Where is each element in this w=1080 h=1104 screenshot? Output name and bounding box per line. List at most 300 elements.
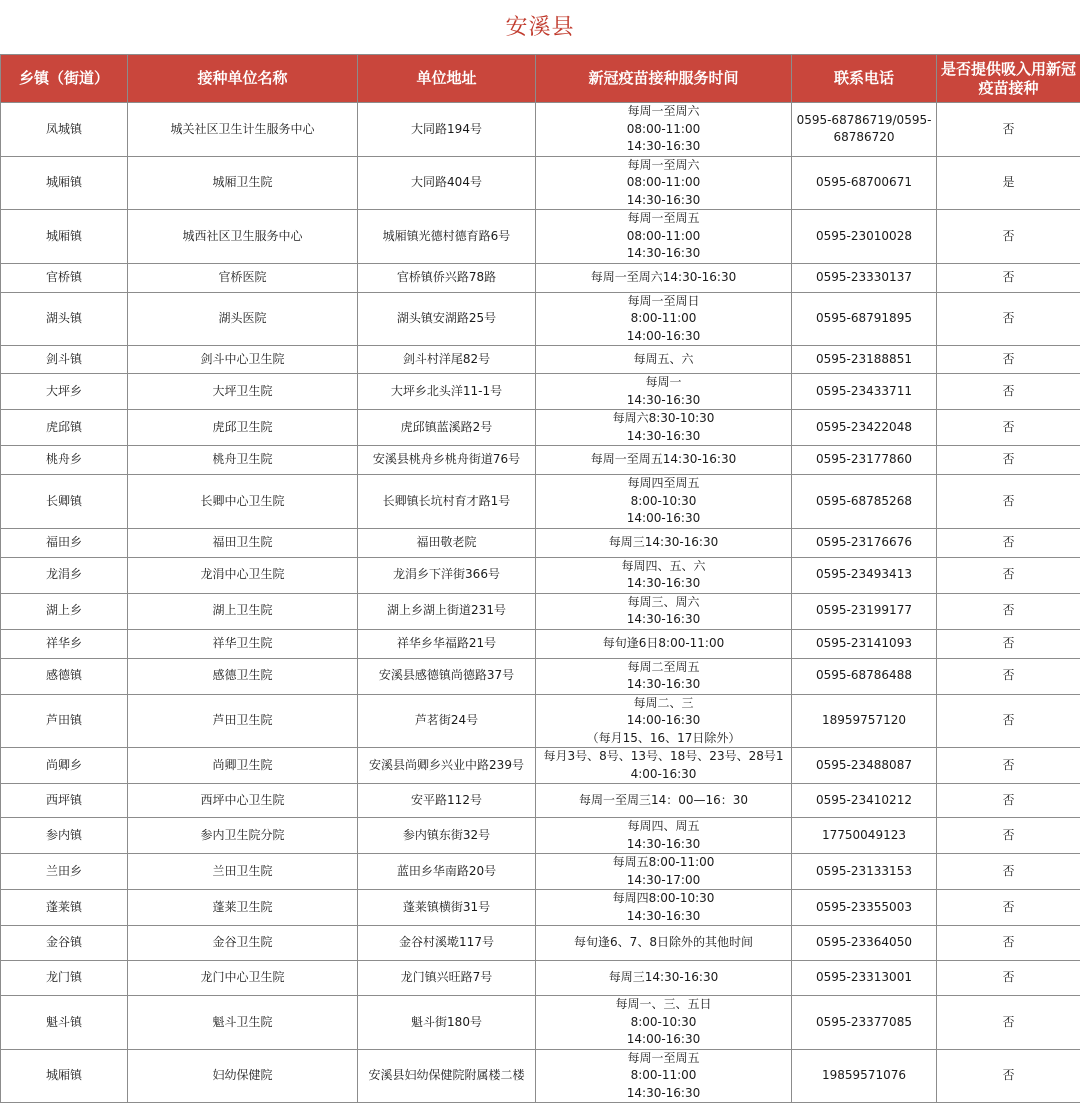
- cell-text: 0595-23364050: [816, 935, 912, 950]
- cell-text: 安溪县桃舟乡桃舟街道76号: [372, 452, 521, 467]
- cell-text: 每旬逢6日8:00-11:00: [602, 635, 725, 650]
- address-cell: [358, 528, 536, 557]
- cell-text: 否: [1002, 311, 1015, 325]
- township-cell: [1, 156, 128, 210]
- column-header-township: 乡镇（街道）: [1, 55, 128, 103]
- address-cell: [358, 890, 536, 926]
- inhaled-vaccine-cell: [937, 210, 1080, 264]
- cell-text: 0595-23313001: [816, 970, 912, 985]
- cell-text: 尚卿卫生院: [212, 757, 273, 772]
- cell-text: 湖头医院: [218, 311, 267, 325]
- service-time-cell: [536, 292, 792, 346]
- cell-text: 每周四、周五 14:30-16:30: [626, 819, 701, 851]
- address-cell: [358, 996, 536, 1050]
- address-cell: [358, 210, 536, 264]
- township-cell: [1, 890, 128, 926]
- column-header-phone: 联系电话: [792, 55, 937, 103]
- phone-cell: [792, 748, 937, 784]
- cell-text: 否: [1002, 1068, 1015, 1082]
- inhaled-vaccine-cell: [937, 961, 1080, 996]
- cell-text: 湖头镇: [45, 311, 82, 325]
- cell-text: 安溪县尚卿乡兴业中路239号: [369, 757, 524, 772]
- phone-cell: [792, 528, 937, 557]
- cell-text: 官桥镇: [45, 269, 82, 284]
- service-time-cell: [536, 926, 792, 961]
- cell-text: 每周四8:00-10:30 14:30-16:30: [612, 891, 715, 923]
- cell-text: 每周二至周五 14:30-16:30: [626, 659, 701, 691]
- inhaled-vaccine-cell: [937, 475, 1080, 529]
- cell-text: 否: [1002, 713, 1015, 727]
- cell-text: 否: [1002, 419, 1015, 434]
- township-cell: [1, 557, 128, 593]
- table-row: [1, 210, 1080, 264]
- inhaled-vaccine-cell: [937, 854, 1080, 890]
- unit-name-cell: [128, 103, 358, 157]
- cell-text: 0595-23433711: [816, 383, 912, 398]
- cell-text: 18959757120: [822, 713, 906, 727]
- table-row: [1, 374, 1080, 410]
- address-cell: [358, 694, 536, 748]
- phone-cell: [792, 593, 937, 629]
- cell-text: 金谷卫生院: [212, 935, 273, 950]
- inhaled-vaccine-cell: [937, 446, 1080, 475]
- service-time-cell: [536, 374, 792, 410]
- cell-text: 大坪乡: [45, 383, 82, 398]
- service-time-cell: [536, 748, 792, 784]
- cell-text: 0595-23422048: [816, 419, 912, 434]
- table-row: [1, 292, 1080, 346]
- cell-text: 0595-23177860: [816, 452, 912, 467]
- service-time-cell: [536, 1049, 792, 1103]
- table-row: [1, 593, 1080, 629]
- cell-text: 芦田镇: [45, 713, 82, 727]
- address-cell: [358, 629, 536, 658]
- cell-text: 城厢镇: [45, 175, 82, 189]
- inhaled-vaccine-cell: [937, 629, 1080, 658]
- service-time-cell: [536, 410, 792, 446]
- cell-text: 17750049123: [822, 827, 906, 842]
- cell-text: 大同路404号: [411, 175, 482, 189]
- cell-text: 每周一至周五 08:00-11:00 14:30-16:30: [626, 211, 701, 260]
- inhaled-vaccine-cell: [937, 996, 1080, 1050]
- cell-text: 桃舟卫生院: [212, 452, 273, 467]
- cell-text: 每周四至周五 8:00-10:30 14:00-16:30: [626, 476, 701, 525]
- unit-name-cell: [128, 210, 358, 264]
- cell-text: 兰田卫生院: [212, 863, 273, 878]
- cell-text: 0595-68785268: [816, 493, 912, 508]
- cell-text: 祥华乡华福路21号: [396, 635, 497, 650]
- cell-text: 凤城镇: [45, 121, 82, 136]
- township-cell: [1, 658, 128, 694]
- cell-text: 0595-23488087: [816, 757, 912, 772]
- unit-name-cell: [128, 1049, 358, 1103]
- address-cell: [358, 748, 536, 784]
- cell-text: 否: [1002, 383, 1015, 398]
- table-row: [1, 996, 1080, 1050]
- inhaled-vaccine-cell: [937, 658, 1080, 694]
- inhaled-vaccine-cell: [937, 292, 1080, 346]
- cell-text: 妇幼保健院: [212, 1068, 273, 1082]
- phone-cell: [792, 926, 937, 961]
- cell-text: 每周一至周日 8:00-11:00 14:00-16:30: [626, 293, 701, 343]
- township-cell: [1, 854, 128, 890]
- phone-cell: [792, 292, 937, 346]
- township-cell: [1, 748, 128, 784]
- service-time-cell: [536, 593, 792, 629]
- column-header-inhaled-vaccine: 是否提供吸入用新冠疫苗接种: [937, 55, 1080, 103]
- phone-cell: [792, 410, 937, 446]
- cell-text: 金谷镇: [45, 935, 82, 950]
- phone-cell: [792, 263, 937, 292]
- column-header-service-time: 新冠疫苗接种服务时间: [536, 55, 792, 103]
- unit-name-cell: [128, 446, 358, 475]
- phone-cell: [792, 996, 937, 1050]
- service-time-cell: [536, 890, 792, 926]
- unit-name-cell: [128, 374, 358, 410]
- cell-text: 0595-68786719/0595-68786720: [796, 112, 932, 145]
- cell-text: 否: [1002, 121, 1015, 136]
- phone-cell: [792, 346, 937, 374]
- cell-text: 0595-23410212: [816, 792, 912, 807]
- township-cell: [1, 694, 128, 748]
- phone-cell: [792, 694, 937, 748]
- service-time-cell: [536, 557, 792, 593]
- address-cell: [358, 446, 536, 475]
- inhaled-vaccine-cell: [937, 784, 1080, 818]
- inhaled-vaccine-cell: [937, 374, 1080, 410]
- table-row: [1, 557, 1080, 593]
- unit-name-cell: [128, 890, 358, 926]
- cell-text: 桃舟乡: [45, 452, 82, 467]
- address-cell: [358, 475, 536, 529]
- address-cell: [358, 374, 536, 410]
- cell-text: 湖头镇安湖路25号: [396, 311, 497, 325]
- cell-text: 每周一 14:30-16:30: [626, 375, 701, 407]
- unit-name-cell: [128, 961, 358, 996]
- unit-name-cell: [128, 410, 358, 446]
- cell-text: 城关社区卫生计生服务中心: [170, 121, 315, 136]
- township-cell: [1, 446, 128, 475]
- table-row: [1, 475, 1080, 529]
- cell-text: 剑斗中心卫生院: [200, 351, 285, 366]
- cell-text: 每周五8:00-11:00 14:30-17:00: [612, 855, 715, 887]
- unit-name-cell: [128, 629, 358, 658]
- cell-text: 0595-23377085: [816, 1014, 912, 1029]
- cell-text: 蓬莱镇横街31号: [402, 899, 491, 914]
- inhaled-vaccine-cell: [937, 1049, 1080, 1103]
- address-cell: [358, 346, 536, 374]
- cell-text: 金谷村溪墘117号: [399, 935, 494, 950]
- cell-text: 虎邱卫生院: [212, 419, 273, 434]
- cell-text: 城厢镇: [45, 1068, 82, 1082]
- cell-text: 城厢镇光德村德育路6号: [382, 228, 511, 243]
- cell-text: 0595-23141093: [816, 635, 912, 650]
- column-header-unit-name: 接种单位名称: [128, 55, 358, 103]
- table-row: [1, 263, 1080, 292]
- cell-text: 龙门镇: [45, 970, 82, 985]
- header-row: [1, 55, 1080, 103]
- cell-text: 0595-23493413: [816, 567, 912, 582]
- phone-cell: [792, 784, 937, 818]
- cell-text: 安平路112号: [411, 792, 482, 807]
- cell-text: 官桥镇侨兴路78路: [396, 269, 497, 284]
- cell-text: 魁斗卫生院: [212, 1014, 273, 1029]
- service-time-cell: [536, 446, 792, 475]
- cell-text: 每周五、六: [633, 351, 694, 366]
- address-cell: [358, 854, 536, 890]
- service-time-cell: [536, 694, 792, 748]
- address-cell: [358, 784, 536, 818]
- cell-text: 每周一至周六14:30-16:30: [590, 269, 737, 284]
- cell-text: 感德卫生院: [212, 668, 273, 683]
- township-cell: [1, 926, 128, 961]
- service-time-cell: [536, 996, 792, 1050]
- table-row: [1, 446, 1080, 475]
- unit-name-cell: [128, 156, 358, 210]
- table-row: [1, 346, 1080, 374]
- unit-name-cell: [128, 818, 358, 854]
- unit-name-cell: [128, 658, 358, 694]
- address-cell: [358, 593, 536, 629]
- cell-text: 芦茗街24号: [414, 713, 479, 727]
- township-cell: [1, 629, 128, 658]
- cell-text: 否: [1002, 452, 1015, 467]
- cell-text: 每周三14:30-16:30: [608, 970, 719, 985]
- cell-text: 感德镇: [45, 668, 82, 683]
- unit-name-cell: [128, 475, 358, 529]
- cell-text: 每旬逢6、7、8日除外的其他时间: [574, 935, 753, 950]
- vaccination-sites-table: [0, 54, 1080, 1103]
- column-header-address: 单位地址: [358, 55, 536, 103]
- cell-text: 19859571076: [822, 1068, 906, 1082]
- cell-text: 是: [1002, 175, 1015, 189]
- phone-cell: [792, 658, 937, 694]
- cell-text: 每周三14:30-16:30: [608, 534, 719, 549]
- address-cell: [358, 1049, 536, 1103]
- cell-text: 0595-23330137: [816, 269, 912, 284]
- cell-text: 否: [1002, 792, 1015, 807]
- cell-text: 长卿镇: [45, 493, 82, 508]
- inhaled-vaccine-cell: [937, 263, 1080, 292]
- cell-text: 每周一、三、五日 8:00-10:30 14:00-16:30: [615, 997, 712, 1046]
- cell-text: 安溪县妇幼保健院附属楼二楼: [368, 1068, 525, 1082]
- phone-cell: [792, 854, 937, 890]
- cell-text: 蓬莱卫生院: [212, 899, 273, 914]
- township-cell: [1, 818, 128, 854]
- cell-text: 芦田卫生院: [212, 713, 273, 727]
- service-time-cell: [536, 156, 792, 210]
- table-row: [1, 818, 1080, 854]
- table-row: [1, 410, 1080, 446]
- township-cell: [1, 210, 128, 264]
- cell-text: 长卿中心卫生院: [200, 493, 285, 508]
- unit-name-cell: [128, 748, 358, 784]
- cell-text: 否: [1002, 827, 1015, 842]
- cell-text: 否: [1002, 493, 1015, 508]
- unit-name-cell: [128, 996, 358, 1050]
- cell-text: 否: [1002, 228, 1015, 243]
- cell-text: 否: [1002, 603, 1015, 618]
- inhaled-vaccine-cell: [937, 694, 1080, 748]
- table-row: [1, 784, 1080, 818]
- inhaled-vaccine-cell: [937, 926, 1080, 961]
- address-cell: [358, 292, 536, 346]
- table-row: [1, 926, 1080, 961]
- cell-text: 否: [1002, 757, 1015, 772]
- cell-text: 每周一至周五14:30-16:30: [590, 452, 737, 467]
- cell-text: 龙涓乡下洋街366号: [393, 567, 500, 582]
- cell-text: 蓬莱镇: [45, 899, 82, 914]
- inhaled-vaccine-cell: [937, 557, 1080, 593]
- township-cell: [1, 410, 128, 446]
- cell-text: 尚卿乡: [45, 757, 82, 772]
- cell-text: 龙门镇兴旺路7号: [400, 970, 493, 985]
- inhaled-vaccine-cell: [937, 156, 1080, 210]
- cell-text: 剑斗村洋尾82号: [402, 351, 491, 366]
- township-cell: [1, 961, 128, 996]
- inhaled-vaccine-cell: [937, 593, 1080, 629]
- inhaled-vaccine-cell: [937, 818, 1080, 854]
- address-cell: [358, 103, 536, 157]
- table-row: [1, 748, 1080, 784]
- cell-text: 每周一至周六 08:00-11:00 14:30-16:30: [626, 104, 701, 153]
- cell-text: 每周一至周五 8:00-11:00 14:30-16:30: [626, 1050, 701, 1100]
- inhaled-vaccine-cell: [937, 410, 1080, 446]
- cell-text: 西坪中心卫生院: [200, 792, 285, 807]
- cell-text: 福田卫生院: [212, 534, 273, 549]
- inhaled-vaccine-cell: [937, 748, 1080, 784]
- service-time-cell: [536, 818, 792, 854]
- cell-text: 每周四、五、六 14:30-16:30: [621, 558, 706, 590]
- cell-text: 城厢卫生院: [212, 175, 273, 189]
- township-cell: [1, 996, 128, 1050]
- township-cell: [1, 292, 128, 346]
- cell-text: 否: [1002, 863, 1015, 878]
- phone-cell: [792, 557, 937, 593]
- cell-text: 剑斗镇: [45, 351, 82, 366]
- unit-name-cell: [128, 557, 358, 593]
- service-time-cell: [536, 346, 792, 374]
- phone-cell: [792, 446, 937, 475]
- township-cell: [1, 263, 128, 292]
- cell-text: 城厢镇: [45, 228, 82, 243]
- service-time-cell: [536, 103, 792, 157]
- address-cell: [358, 926, 536, 961]
- cell-text: 魁斗街180号: [411, 1014, 482, 1029]
- phone-cell: [792, 374, 937, 410]
- table-row: [1, 694, 1080, 748]
- address-cell: [358, 263, 536, 292]
- cell-text: 官桥医院: [218, 269, 267, 284]
- table-row: [1, 961, 1080, 996]
- table-row: [1, 854, 1080, 890]
- phone-cell: [792, 103, 937, 157]
- address-cell: [358, 818, 536, 854]
- table-row: [1, 890, 1080, 926]
- cell-text: 龙门中心卫生院: [200, 970, 285, 985]
- cell-text: 0595-68700671: [816, 175, 912, 189]
- cell-text: 安溪县感德镇尚德路37号: [378, 668, 515, 683]
- cell-text: 福田敬老院: [416, 534, 477, 549]
- cell-text: 湖上乡湖上街道231号: [387, 603, 506, 618]
- cell-text: 0595-23355003: [816, 899, 912, 914]
- cell-text: 参内卫生院分院: [200, 827, 285, 842]
- service-time-cell: [536, 263, 792, 292]
- cell-text: 否: [1002, 567, 1015, 582]
- cell-text: 大坪乡北头洋11-1号: [390, 383, 503, 398]
- cell-text: 每周六8:30-10:30 14:30-16:30: [612, 411, 715, 443]
- cell-text: 魁斗镇: [45, 1014, 82, 1029]
- unit-name-cell: [128, 854, 358, 890]
- unit-name-cell: [128, 263, 358, 292]
- cell-text: 西坪镇: [45, 792, 82, 807]
- table-row: [1, 103, 1080, 157]
- page-title: 安溪县: [505, 15, 575, 40]
- cell-text: 湖上乡: [45, 603, 82, 618]
- cell-text: 祥华乡: [45, 635, 82, 650]
- address-cell: [358, 557, 536, 593]
- township-cell: [1, 103, 128, 157]
- cell-text: 否: [1002, 351, 1015, 366]
- cell-text: 每周三、周六 14:30-16:30: [626, 594, 701, 626]
- cell-text: 湖上卫生院: [212, 603, 273, 618]
- cell-text: 否: [1002, 635, 1015, 650]
- cell-text: 每周一至周三14：00—16：30: [578, 792, 749, 807]
- table-row: [1, 156, 1080, 210]
- cell-text: 0595-23188851: [816, 351, 912, 366]
- inhaled-vaccine-cell: [937, 890, 1080, 926]
- cell-text: 参内镇东街32号: [402, 827, 491, 842]
- table-row: [1, 528, 1080, 557]
- service-time-cell: [536, 784, 792, 818]
- table-row: [1, 658, 1080, 694]
- cell-text: 每月3号、8号、13号、18号、23号、28号14:00-16:30: [543, 749, 784, 781]
- unit-name-cell: [128, 346, 358, 374]
- cell-text: 福田乡: [45, 534, 82, 549]
- cell-text: 每周二、三 14:00-16:30 （每月15、16、17日除外）: [586, 695, 741, 745]
- unit-name-cell: [128, 784, 358, 818]
- township-cell: [1, 1049, 128, 1103]
- cell-text: 虎邱镇蓝溪路2号: [400, 419, 493, 434]
- phone-cell: [792, 156, 937, 210]
- unit-name-cell: [128, 593, 358, 629]
- inhaled-vaccine-cell: [937, 346, 1080, 374]
- address-cell: [358, 410, 536, 446]
- township-cell: [1, 475, 128, 529]
- unit-name-cell: [128, 292, 358, 346]
- phone-cell: [792, 818, 937, 854]
- service-time-cell: [536, 854, 792, 890]
- phone-cell: [792, 961, 937, 996]
- cell-text: 蓝田乡华南路20号: [396, 863, 497, 878]
- cell-text: 否: [1002, 899, 1015, 914]
- township-cell: [1, 374, 128, 410]
- cell-text: 0595-68791895: [816, 311, 912, 325]
- cell-text: 否: [1002, 269, 1015, 284]
- unit-name-cell: [128, 926, 358, 961]
- cell-text: 龙涓乡: [45, 567, 82, 582]
- cell-text: 否: [1002, 935, 1015, 950]
- cell-text: 龙涓中心卫生院: [200, 567, 285, 582]
- phone-cell: [792, 1049, 937, 1103]
- cell-text: 城西社区卫生服务中心: [182, 228, 303, 243]
- phone-cell: [792, 890, 937, 926]
- cell-text: 兰田乡: [45, 863, 82, 878]
- township-cell: [1, 593, 128, 629]
- phone-cell: [792, 475, 937, 529]
- cell-text: 否: [1002, 534, 1015, 549]
- unit-name-cell: [128, 694, 358, 748]
